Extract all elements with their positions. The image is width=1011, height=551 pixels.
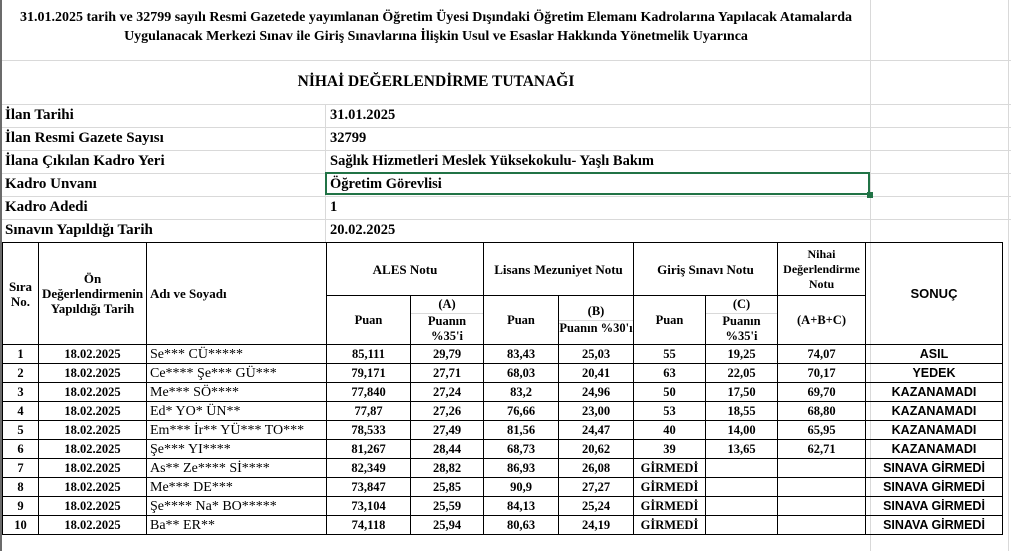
cell-lisans-b[interactable]: 20,62 bbox=[559, 440, 634, 459]
cell-giris-puan[interactable]: 50 bbox=[634, 383, 706, 402]
info-row-ilan-tarihi[interactable] bbox=[2, 105, 870, 128]
cell-ales-a[interactable]: 25,85 bbox=[411, 478, 484, 497]
cell-tarih[interactable]: 18.02.2025 bbox=[39, 516, 147, 535]
cell-tarih[interactable]: 18.02.2025 bbox=[39, 440, 147, 459]
cell-nihai[interactable] bbox=[778, 497, 866, 516]
subheader-ales-puan: Puan bbox=[327, 296, 411, 345]
cell-sonuc[interactable]: KAZANAMADI bbox=[866, 421, 1003, 440]
subheader-giris-pct bbox=[706, 296, 778, 345]
cell-tarih[interactable]: 18.02.2025 bbox=[39, 383, 147, 402]
cell-sira[interactable]: 9 bbox=[3, 497, 39, 516]
cell-nihai[interactable] bbox=[778, 459, 866, 478]
table-row[interactable] bbox=[3, 516, 1003, 535]
cell-sira[interactable]: 3 bbox=[3, 383, 39, 402]
cell-ales-a[interactable]: 27,26 bbox=[411, 402, 484, 421]
cell-nihai[interactable]: 69,70 bbox=[778, 383, 866, 402]
table-row[interactable] bbox=[3, 364, 1003, 383]
col-header-nihai: Nihai Değerlendirme Notu bbox=[778, 243, 866, 296]
cell-sonuc[interactable]: SINAVA GİRMEDİ bbox=[866, 478, 1003, 497]
cell-lisans-puan[interactable]: 83,2 bbox=[484, 383, 559, 402]
cell-lisans-puan[interactable]: 86,93 bbox=[484, 459, 559, 478]
cell-sonuc[interactable]: KAZANAMADI bbox=[866, 402, 1003, 421]
col-header-giris: Giriş Sınavı Notu bbox=[634, 243, 778, 296]
col-header-ad-soyad: Adı ve Soyadı bbox=[147, 243, 327, 345]
cell-sonuc[interactable]: YEDEK bbox=[866, 364, 1003, 383]
cell-lisans-puan[interactable]: 83,43 bbox=[484, 345, 559, 364]
cell-lisans-b[interactable]: 25,24 bbox=[559, 497, 634, 516]
info-label: Sınavın Yapıldığı Tarih bbox=[5, 222, 153, 238]
table-row[interactable] bbox=[3, 478, 1003, 497]
cell-lisans-b[interactable]: 24,47 bbox=[559, 421, 634, 440]
cell-lisans-puan[interactable]: 90,9 bbox=[484, 478, 559, 497]
cell-ad-soyad[interactable]: As** Ze**** Sİ**** bbox=[147, 459, 327, 478]
cell-giris-c[interactable] bbox=[706, 459, 778, 478]
cell-giris-c[interactable] bbox=[706, 497, 778, 516]
table-row[interactable] bbox=[3, 440, 1003, 459]
cell-sonuc[interactable]: SINAVA GİRMEDİ bbox=[866, 459, 1003, 478]
cell-sira[interactable]: 5 bbox=[3, 421, 39, 440]
cell-lisans-b[interactable]: 23,00 bbox=[559, 402, 634, 421]
table-row[interactable] bbox=[3, 497, 1003, 516]
cell-ad-soyad[interactable]: Em*** İr** YÜ*** TO*** bbox=[147, 421, 327, 440]
cell-nihai[interactable]: 68,80 bbox=[778, 402, 866, 421]
cell-giris-puan[interactable]: GİRMEDİ bbox=[634, 478, 706, 497]
cell-lisans-puan[interactable]: 68,73 bbox=[484, 440, 559, 459]
cell-ales-puan[interactable]: 82,349 bbox=[327, 459, 411, 478]
cell-giris-c[interactable]: 19,25 bbox=[706, 345, 778, 364]
cell-giris-c[interactable] bbox=[706, 516, 778, 535]
cell-sira[interactable]: 1 bbox=[3, 345, 39, 364]
label-b: (B) bbox=[559, 304, 633, 321]
cell-ad-soyad[interactable]: Şe**** Na* BO***** bbox=[147, 497, 327, 516]
subheader-ales-pct bbox=[411, 296, 484, 345]
cell-nihai[interactable] bbox=[778, 478, 866, 497]
cell-ales-puan[interactable]: 85,111 bbox=[327, 345, 411, 364]
cell-sonuc[interactable]: KAZANAMADI bbox=[866, 383, 1003, 402]
table-row[interactable] bbox=[3, 421, 1003, 440]
cell-ad-soyad[interactable]: Ce**** Şe*** GÜ*** bbox=[147, 364, 327, 383]
info-value[interactable]: 20.02.2025 bbox=[330, 222, 396, 238]
cell-lisans-puan[interactable]: 68,03 bbox=[484, 364, 559, 383]
cell-ad-soyad[interactable]: Ed* YO* ÜN** bbox=[147, 402, 327, 421]
cell-giris-puan[interactable]: 53 bbox=[634, 402, 706, 421]
cell-tarih[interactable]: 18.02.2025 bbox=[39, 478, 147, 497]
info-value[interactable]: 31.01.2025 bbox=[330, 107, 396, 123]
cell-lisans-b[interactable]: 26,08 bbox=[559, 459, 634, 478]
gridline bbox=[2, 60, 1011, 61]
cell-ales-puan[interactable]: 77,87 bbox=[327, 402, 411, 421]
col-header-ales: ALES Notu bbox=[327, 243, 484, 296]
info-value[interactable]: 32799 bbox=[330, 130, 367, 146]
cell-giris-c[interactable]: 17,50 bbox=[706, 383, 778, 402]
cell-lisans-b[interactable]: 20,41 bbox=[559, 364, 634, 383]
cell-sira[interactable]: 7 bbox=[3, 459, 39, 478]
col-header-sira: Sıra No. bbox=[3, 243, 39, 345]
cell-giris-puan[interactable]: GİRMEDİ bbox=[634, 459, 706, 478]
gridline bbox=[1008, 0, 1009, 551]
regulation-header bbox=[2, 8, 870, 46]
cell-giris-puan[interactable]: GİRMEDİ bbox=[634, 497, 706, 516]
cell-giris-c[interactable]: 22,05 bbox=[706, 364, 778, 383]
cell-giris-c[interactable]: 14,00 bbox=[706, 421, 778, 440]
cell-lisans-b[interactable]: 25,03 bbox=[559, 345, 634, 364]
table-row[interactable] bbox=[3, 345, 1003, 364]
cell-giris-puan[interactable]: 55 bbox=[634, 345, 706, 364]
cell-tarih[interactable]: 18.02.2025 bbox=[39, 345, 147, 364]
cell-tarih[interactable]: 18.02.2025 bbox=[39, 497, 147, 516]
table-body bbox=[3, 345, 1003, 535]
col-header-sonuc: SONUÇ bbox=[866, 243, 1003, 345]
label-c-pct: Puanın %35'i bbox=[722, 313, 761, 343]
cell-sonuc[interactable]: KAZANAMADI bbox=[866, 440, 1003, 459]
cell-ales-a[interactable]: 27,49 bbox=[411, 421, 484, 440]
cell-lisans-b[interactable]: 24,96 bbox=[559, 383, 634, 402]
cell-sira[interactable]: 6 bbox=[3, 440, 39, 459]
cell-nihai[interactable]: 65,95 bbox=[778, 421, 866, 440]
info-row-sinav-tarihi[interactable] bbox=[2, 220, 870, 243]
cell-ad-soyad[interactable]: Me*** DE*** bbox=[147, 478, 327, 497]
cell-sira[interactable]: 4 bbox=[3, 402, 39, 421]
cell-sonuc[interactable]: SINAVA GİRMEDİ bbox=[866, 516, 1003, 535]
cell-ales-puan[interactable]: 79,171 bbox=[327, 364, 411, 383]
info-row-kadro-adedi[interactable] bbox=[2, 197, 870, 220]
cell-giris-puan[interactable]: 63 bbox=[634, 364, 706, 383]
cell-ales-puan[interactable]: 78,533 bbox=[327, 421, 411, 440]
selected-cell-outline[interactable] bbox=[325, 172, 870, 195]
cell-giris-puan[interactable]: 40 bbox=[634, 421, 706, 440]
info-value[interactable]: Öğretim Görevlisi bbox=[330, 176, 442, 192]
label-c: (C) bbox=[706, 297, 777, 314]
label-a: (A) bbox=[411, 297, 483, 314]
cell-lisans-b[interactable]: 27,27 bbox=[559, 478, 634, 497]
results-table bbox=[2, 242, 1003, 535]
info-value[interactable]: 1 bbox=[330, 199, 338, 215]
cell-ales-a[interactable]: 25,94 bbox=[411, 516, 484, 535]
subheader-formula: (A+B+C) bbox=[778, 296, 866, 345]
cell-sonuc[interactable]: SINAVA GİRMEDİ bbox=[866, 497, 1003, 516]
cell-giris-puan[interactable]: 39 bbox=[634, 440, 706, 459]
fill-handle[interactable] bbox=[867, 192, 873, 198]
info-label: Kadro Adedi bbox=[5, 199, 88, 215]
cell-ales-puan[interactable]: 73,847 bbox=[327, 478, 411, 497]
cell-ales-puan[interactable]: 77,840 bbox=[327, 383, 411, 402]
subheader-giris-puan: Puan bbox=[634, 296, 706, 345]
cell-tarih[interactable]: 18.02.2025 bbox=[39, 421, 147, 440]
cell-lisans-puan[interactable]: 81,56 bbox=[484, 421, 559, 440]
info-label: İlana Çıkılan Kadro Yeri bbox=[5, 153, 165, 169]
cell-ales-a[interactable]: 27,71 bbox=[411, 364, 484, 383]
cell-ales-puan[interactable]: 73,104 bbox=[327, 497, 411, 516]
cell-sira[interactable]: 2 bbox=[3, 364, 39, 383]
cell-nihai[interactable]: 74,07 bbox=[778, 345, 866, 364]
cell-sira[interactable]: 8 bbox=[3, 478, 39, 497]
label-a-pct: Puanın %35'i bbox=[427, 313, 467, 343]
cell-nihai[interactable]: 62,71 bbox=[778, 440, 866, 459]
cell-nihai[interactable]: 70,17 bbox=[778, 364, 866, 383]
cell-ales-a[interactable]: 28,44 bbox=[411, 440, 484, 459]
cell-lisans-b[interactable]: 24,19 bbox=[559, 516, 634, 535]
info-label: İlan Resmi Gazete Sayısı bbox=[5, 130, 164, 146]
cell-sira[interactable]: 10 bbox=[3, 516, 39, 535]
cell-sonuc[interactable]: ASIL bbox=[866, 345, 1003, 364]
cell-tarih[interactable]: 18.02.2025 bbox=[39, 364, 147, 383]
cell-ad-soyad[interactable]: Ba** ER** bbox=[147, 516, 327, 535]
info-value[interactable]: Sağlık Hizmetleri Meslek Yüksekokulu- Yaşlı Bakım bbox=[330, 153, 654, 169]
subheader-lisans-puan: Puan bbox=[484, 296, 559, 345]
table-row[interactable] bbox=[3, 459, 1003, 478]
regulation-line-1: 31.01.2025 tarih ve 32799 sayılı Resmi Gazetede yayımlanan Öğretim Üyesi Dışındaki Öğretim Elemanı Kadrolarına Yapılacak Atamalarda bbox=[19, 10, 853, 25]
col-header-on-degerlendirme: Ön Değerlendirmenin Yapıldığı Tarih bbox=[39, 243, 147, 345]
cell-ales-puan[interactable]: 74,118 bbox=[327, 516, 411, 535]
regulation-line-2: Uygulanacak Merkezi Sınav ile Giriş Sınavlarına İlişkin Usul ve Esaslar Hakkında Yönetmelik Uyarınca bbox=[124, 29, 748, 44]
page-title: NİHAİ DEĞERLENDİRME TUTANAĞI bbox=[297, 73, 575, 90]
cell-giris-puan[interactable]: GİRMEDİ bbox=[634, 516, 706, 535]
cell-tarih[interactable]: 18.02.2025 bbox=[39, 402, 147, 421]
cell-lisans-puan[interactable]: 80,63 bbox=[484, 516, 559, 535]
cell-giris-c[interactable]: 13,65 bbox=[706, 440, 778, 459]
col-header-lisans: Lisans Mezuniyet Notu bbox=[484, 243, 634, 296]
cell-ad-soyad[interactable]: Şe*** YI**** bbox=[147, 440, 327, 459]
cell-ad-soyad[interactable]: Me*** SÖ**** bbox=[147, 383, 327, 402]
cell-giris-c[interactable] bbox=[706, 478, 778, 497]
cell-tarih[interactable]: 18.02.2025 bbox=[39, 459, 147, 478]
subheader-lisans-pct bbox=[559, 296, 634, 345]
table-row[interactable] bbox=[3, 402, 1003, 421]
info-row-gazete-sayisi[interactable] bbox=[2, 128, 870, 151]
table-header-row bbox=[3, 243, 1003, 296]
info-label: İlan Tarihi bbox=[5, 107, 74, 123]
cell-giris-c[interactable]: 18,55 bbox=[706, 402, 778, 421]
cell-ales-a[interactable]: 27,24 bbox=[411, 383, 484, 402]
info-row-kadro-yeri[interactable] bbox=[2, 151, 870, 174]
cell-ad-soyad[interactable]: Se*** CÜ***** bbox=[147, 345, 327, 364]
cell-nihai[interactable] bbox=[778, 516, 866, 535]
cell-ales-a[interactable]: 28,82 bbox=[411, 459, 484, 478]
cell-lisans-puan[interactable]: 84,13 bbox=[484, 497, 559, 516]
cell-ales-puan[interactable]: 81,267 bbox=[327, 440, 411, 459]
cell-lisans-puan[interactable]: 76,66 bbox=[484, 402, 559, 421]
info-label: Kadro Unvanı bbox=[5, 176, 97, 192]
label-b-pct: Puanın %30'ı bbox=[559, 321, 633, 335]
cell-ales-a[interactable]: 29,79 bbox=[411, 345, 484, 364]
cell-ales-a[interactable]: 25,59 bbox=[411, 497, 484, 516]
table-row[interactable] bbox=[3, 383, 1003, 402]
